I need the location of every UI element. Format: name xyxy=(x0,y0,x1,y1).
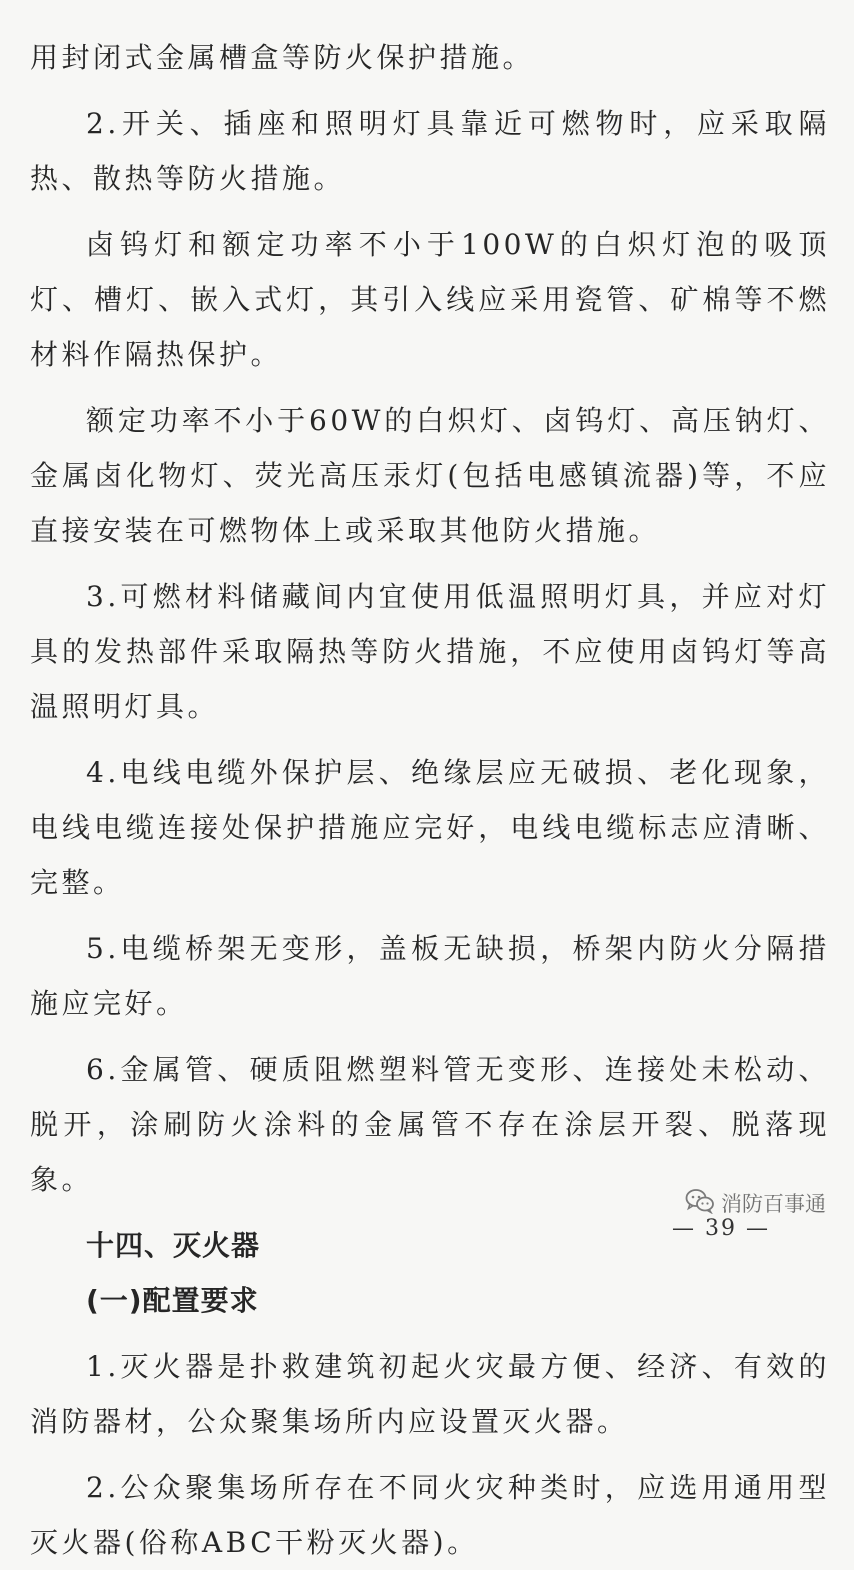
subsection-heading: (一)配置要求 xyxy=(86,1284,259,1317)
paragraph-rated-power: 额定功率不小于60W的白炽灯、卤钨灯、高压钠灯、金属卤化物灯、荧光高压汞灯(包括电感镇流器)等，不应直接安装在可燃物体上或采取其他防火措施。 xyxy=(30,404,830,547)
paragraph-item-2: 2.开关、插座和照明灯具靠近可燃物时，应采取隔热、散热等防火措施。 xyxy=(30,107,830,195)
paragraph-item-5: 5.电缆桥架无变形，盖板无缺损，桥架内防火分隔措施应完好。 xyxy=(30,932,830,1020)
paragraph-item-6: 6.金属管、硬质阻燃塑料管无变形、连接处未松动、脱开，涂刷防火涂料的金属管不存在涂层开裂、脱落现象。 xyxy=(30,1053,830,1196)
paragraph-continuation: 用封闭式金属槽盒等防火保护措施。 xyxy=(30,41,535,74)
watermark xyxy=(685,1188,826,1218)
paragraph-halogen-lamps: 卤钨灯和额定功率不小于100W的白炽灯泡的吸顶灯、槽灯、嵌入式灯，其引入线应采用瓷管、矿棉等不燃材料作隔热保护。 xyxy=(30,228,830,371)
paragraph-extinguisher-1: 1.灭火器是扑救建筑初起火灾最方便、经济、有效的消防器材，公众聚集场所内应设置灭火器。 xyxy=(30,1350,830,1438)
paragraph-item-3: 3.可燃材料储藏间内宜使用低温照明灯具，并应对灯具的发热部件采取隔热等防火措施，不应使用卤钨灯等高温照明灯具。 xyxy=(30,580,830,723)
paragraph-item-4: 4.电线电缆外保护层、绝缘层应无破损、老化现象，电线电缆连接处保护措施应完好，电线电缆标志应清晰、完整。 xyxy=(30,756,830,899)
wechat-icon xyxy=(685,1188,715,1219)
body-text xyxy=(30,30,830,1570)
watermark-text: 消防百事通 xyxy=(721,1192,826,1216)
paragraph-extinguisher-2: 2.公众聚集场所存在不同火灾种类时，应选用通用型灭火器(俗称ABC干粉灭火器)。 xyxy=(30,1471,830,1559)
section-heading: 十四、灭火器 xyxy=(86,1229,261,1262)
page-number: — 39 — xyxy=(672,1216,770,1241)
